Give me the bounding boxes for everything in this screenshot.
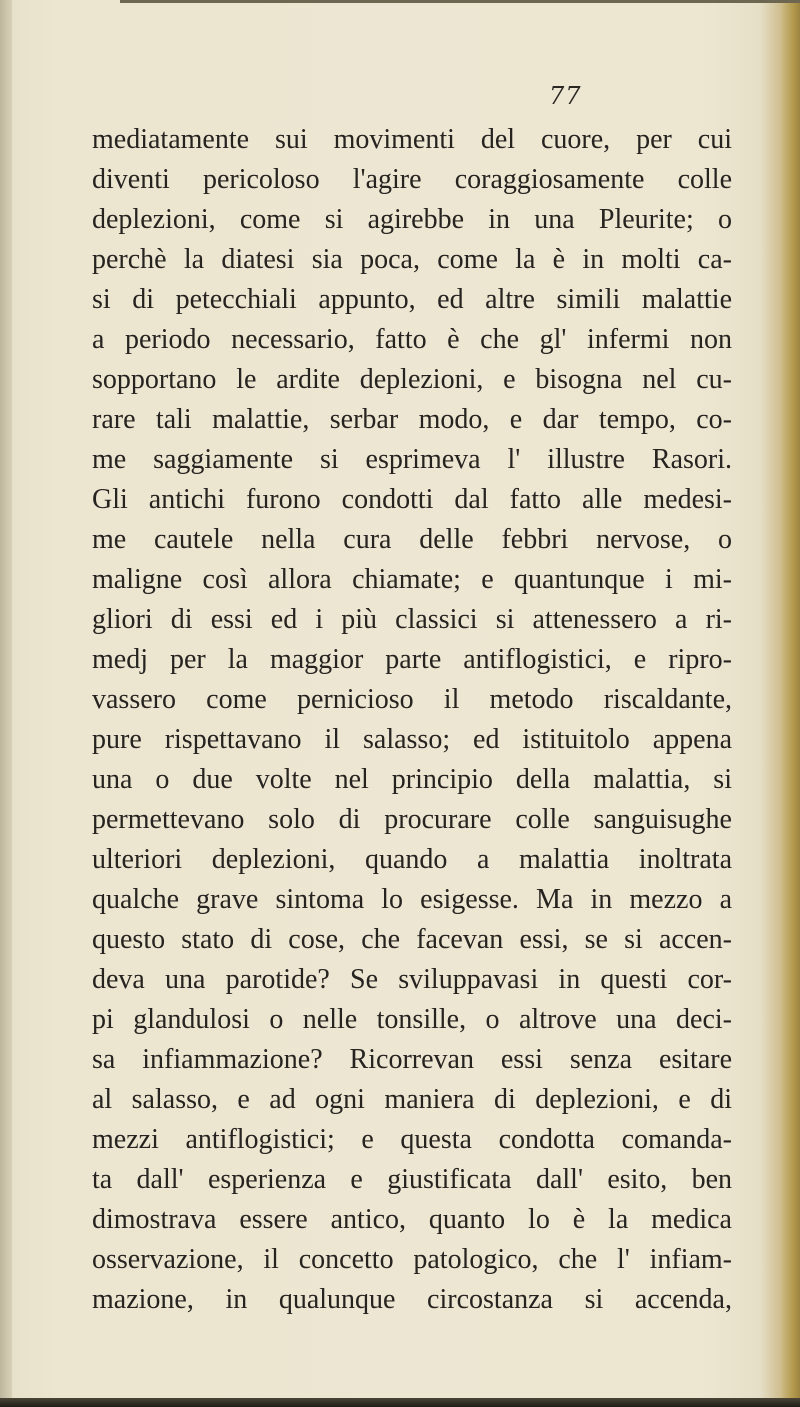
page-number: 77 xyxy=(549,82,582,110)
text-line: deplezioni, come si agirebbe in una Pleurite; o xyxy=(92,204,732,235)
text-line: pi glandulosi o nelle tonsille, o altrove una deci- xyxy=(92,1004,732,1035)
page-left-edge xyxy=(0,0,12,1407)
text-line: a periodo necessario, fatto è che gl' infermi non xyxy=(92,324,732,355)
page-right-edge xyxy=(782,0,800,1407)
page-top-border xyxy=(120,0,800,3)
text-line: me cautele nella cura delle febbri nervose, o xyxy=(92,524,732,555)
text-line: rare tali malattie, serbar modo, e dar tempo, co- xyxy=(92,404,732,435)
text-line: mediatamente sui movimenti del cuore, per cui xyxy=(92,124,732,155)
text-line: vassero come pernicioso il metodo riscaldante, xyxy=(92,684,732,715)
text-line: me saggiamente si esprimeva l' illustre Rasori. xyxy=(92,444,732,475)
text-line: qualche grave sintoma lo esigesse. Ma in mezzo a xyxy=(92,884,732,915)
text-line: permettevano solo di procurare colle sanguisughe xyxy=(92,804,732,835)
text-line: dimostrava essere antico, quanto lo è la medica xyxy=(92,1204,732,1235)
text-line: diventi pericoloso l'agire coraggiosamente colle xyxy=(92,164,732,195)
text-line: deva una parotide? Se sviluppavasi in questi cor- xyxy=(92,964,732,995)
text-line: pure rispettavano il salasso; ed istituitolo appena xyxy=(92,724,732,755)
text-line: gliori di essi ed i più classici si attenessero a ri- xyxy=(92,604,732,635)
text-line: sopportano le ardite deplezioni, e bisogna nel cu- xyxy=(92,364,732,395)
text-line: una o due volte nel principio della malattia, si xyxy=(92,764,732,795)
text-line: mezzi antiflogistici; e questa condotta comanda- xyxy=(92,1124,732,1155)
text-line: questo stato di cose, che facevan essi, se si accen- xyxy=(92,924,732,955)
text-line: si di petecchiali appunto, ed altre simili malattie xyxy=(92,284,732,315)
text-line: al salasso, e ad ogni maniera di deplezioni, e di xyxy=(92,1084,732,1115)
text-line: ta dall' esperienza e giustificata dall' esito, ben xyxy=(92,1164,732,1195)
text-line: maligne così allora chiamate; e quantunque i mi- xyxy=(92,564,732,595)
text-line: mazione, in qualunque circostanza si accenda, xyxy=(92,1284,732,1315)
text-line: Gli antichi furono condotti dal fatto alle medesi- xyxy=(92,484,732,515)
text-line: perchè la diatesi sia poca, come la è in molti ca- xyxy=(92,244,732,275)
text-line: medj per la maggior parte antiflogistici, e ripro- xyxy=(92,644,732,675)
body-text xyxy=(92,120,732,1320)
text-line: sa infiammazione? Ricorrevan essi senza esitare xyxy=(92,1044,732,1075)
text-line: osservazione, il concetto patologico, che l' infiam- xyxy=(92,1244,732,1275)
text-line: ulteriori deplezioni, quando a malattia inoltrata xyxy=(92,844,732,875)
page-bottom-border xyxy=(0,1398,800,1407)
